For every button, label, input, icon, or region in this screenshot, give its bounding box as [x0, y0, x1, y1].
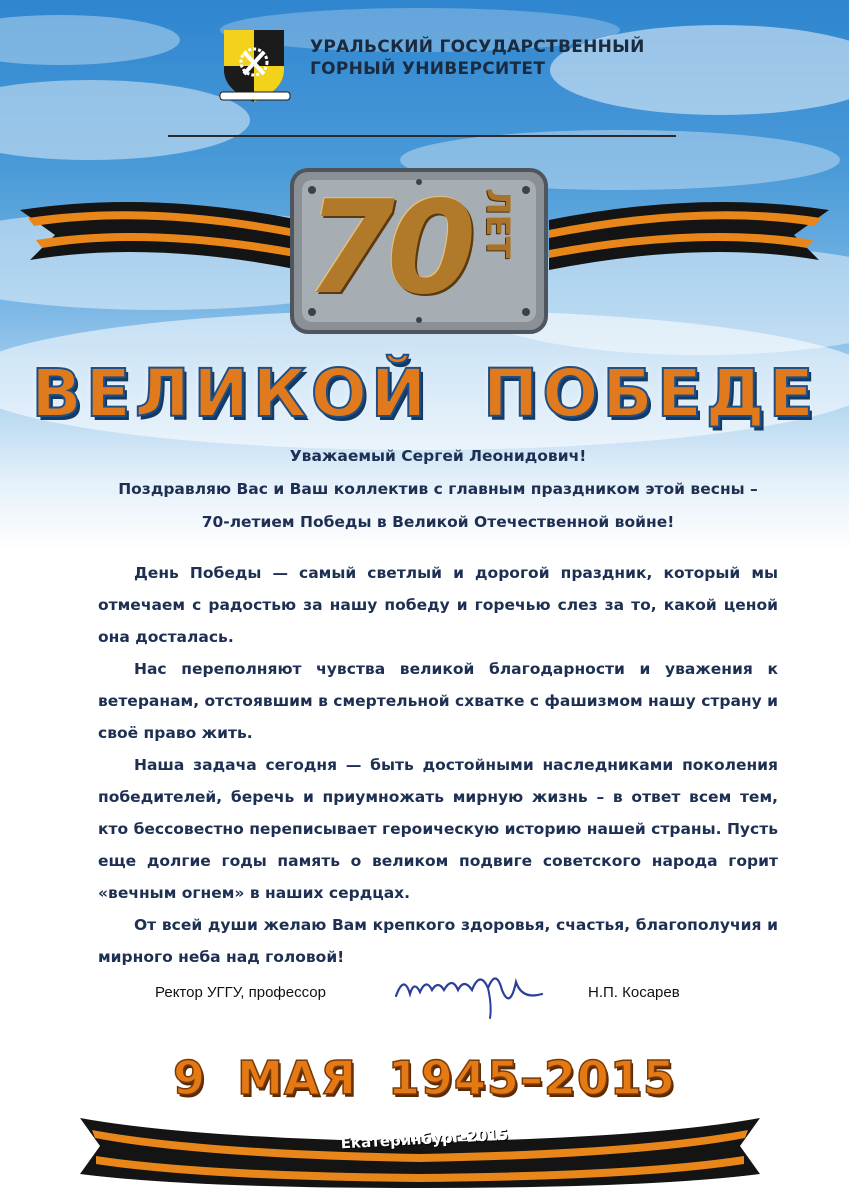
paragraph-2: Нас переполняют чувства великой благодарности и уважения к ветеранам, отстоявшим в смертельной схватке с фашизмом нашу страну и своё право жить.	[98, 660, 778, 742]
signer-title: Ректор УГГУ, профессор	[155, 984, 326, 1001]
university-name-line1: УРАЛЬСКИЙ ГОСУДАРСТВЕННЫЙ	[310, 37, 645, 57]
salutation: Уважаемый Сергей Леонидович!	[289, 447, 587, 465]
university-header	[218, 26, 688, 106]
paragraph-1: День Победы — самый светлый и дорогой праздник, который мы отмечаем с радостью за нашу победу и горечью слез за то, какой ценой она досталась.	[98, 564, 778, 646]
university-name	[310, 36, 645, 80]
signer-name: Н.П. Косарев	[588, 984, 680, 1001]
handwritten-signature-icon	[392, 960, 552, 1020]
victory-dates: 9 МАЯ 1945–2015	[173, 1051, 676, 1105]
signature-block	[0, 960, 849, 1030]
header-divider	[168, 135, 676, 137]
congrats-line-1: Поздравляю Вас и Ваш коллектив с главным праздником этой весны –	[118, 480, 758, 498]
university-crest-icon	[218, 26, 298, 106]
paragraph-4: От всей души желаю Вам крепкого здоровья, счастья, благополучия и мирного неба над головой!	[98, 916, 778, 966]
years-number: 70	[306, 174, 469, 323]
congrats-line-2: 70-летием Победы в Великой Отечественной войне!	[201, 513, 675, 531]
victory-title: ВЕЛИКОЙ ПОБЕДЕ	[31, 355, 818, 432]
paragraph-3: Наша задача сегодня — быть достойными наследниками поколения победителей, беречь и приумножать мирную жизнь – в ответ всем тем, кто бессовестно переписывает героическую историю нашей страны. Пусть еще долгие годы память о великом подвиге советского народа горит «вечным огнем» в наших сердцах.	[98, 756, 778, 902]
city-year: Екатеринбург-2015	[340, 1125, 509, 1153]
letter-body	[98, 440, 778, 973]
years-word	[478, 188, 518, 259]
years-word-text: ЛЕТ	[479, 188, 517, 259]
university-name-line2: ГОРНЫЙ УНИВЕРСИТЕТ	[310, 59, 546, 79]
seventy-years-plate	[290, 168, 548, 334]
